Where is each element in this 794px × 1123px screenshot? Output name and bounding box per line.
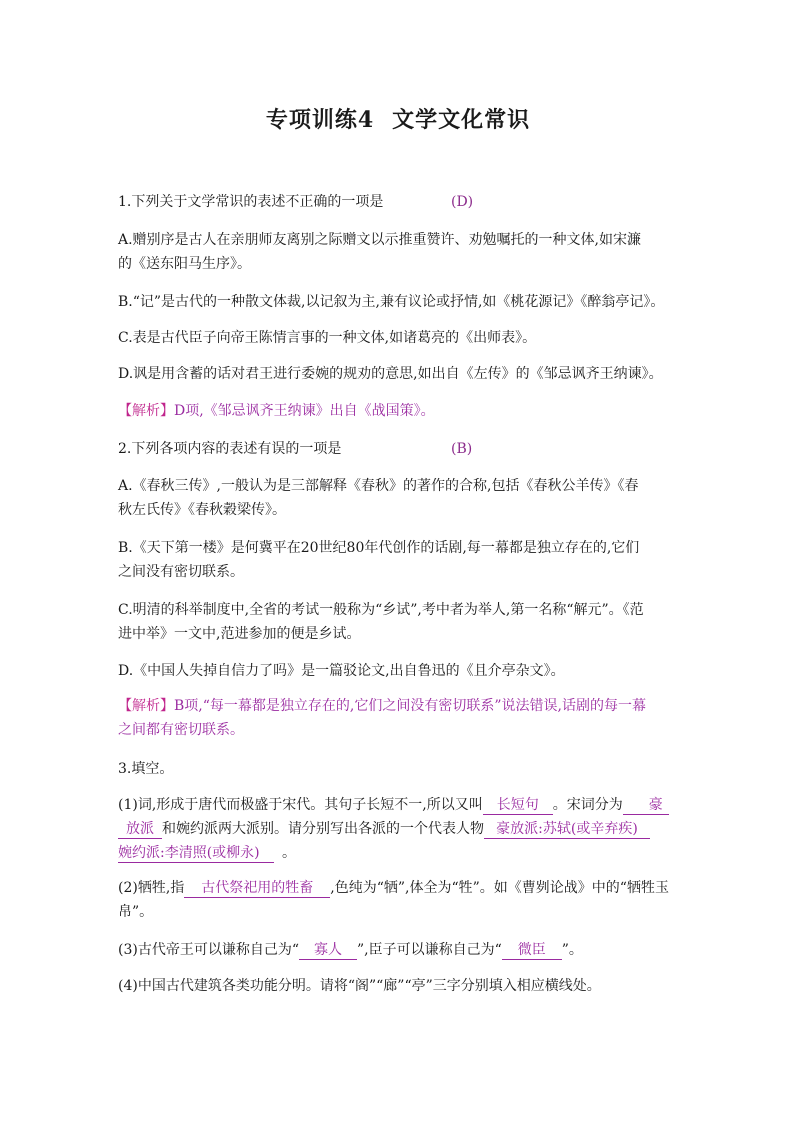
blank-answer: 寡人 xyxy=(299,941,357,960)
q1-stem: 1.下列关于文学常识的表述不正确的一项是 (D) xyxy=(118,190,678,214)
q3-sub1: (1)词,形成于唐代而极盛于宋代。其句子长短不一,所以又叫 长短句 。宋词分为 豪 放派 和婉约派两大派别。请分别写出各派的一个代表人物 豪放派:苏轼(或辛弃疾) 婉约派:李清照(或柳永) 。 xyxy=(118,793,678,865)
q2-option-d: D.《中国人失掉自信力了吗》是一篇驳论文,出自鲁迅的《且介亭杂文》。 xyxy=(118,663,565,679)
q1-option-d: D.讽是用含蓄的话对君王进行委婉的规劝的意思,如出自《左传》的《邹忌讽齐王纳谏》。 xyxy=(118,366,663,382)
q1-option-c: C.表是古代臣子向帝王陈情言事的一种文体,如诸葛亮的《出师表》。 xyxy=(118,330,537,346)
blank-answer: 豪放派:苏轼(或辛弃疾) xyxy=(484,820,650,839)
q1-explanation: 【解析】D项,《邹忌讽齐王纳谏》出自《战国策》。 xyxy=(118,403,435,419)
title-part2: 文学文化常识 xyxy=(392,107,531,133)
page-title xyxy=(118,103,678,134)
blank-answer: 古代祭祀用的牲畜 xyxy=(184,879,330,898)
q3-sub2: (2)牺牲,指 古代祭祀用的牲畜 ,色纯为“牺”,体全为“牲”。如《曹刿论战》中的“牺牲玉 帛”。 xyxy=(118,880,669,920)
q2-explanation: 【解析】B项,“每一幕都是独立存在的,它们之间没有密切联系”说法错误,话剧的每一幕 之间都有密切联系。 xyxy=(118,698,646,738)
q2-stem: 2.下列各项内容的表述有误的一项是 (B) xyxy=(118,437,678,461)
blank-answer: 长短句 xyxy=(483,796,553,815)
q3-sub4: (4)中国古代建筑各类功能分明。请将“阁”“廊”“亭”三字分别填入相应横线处。 xyxy=(118,978,601,994)
q1-option-b: B.“记”是古代的一种散文体裁,以记叙为主,兼有议论或抒情,如《桃花源记》《醉翁亭记》。 xyxy=(118,294,665,310)
q1-answer: (D) xyxy=(451,194,474,210)
title-part1: 专项训练4 xyxy=(265,107,375,133)
q2-option-b: B.《天下第一楼》是何冀平在20世纪80年代创作的话剧,每一幕都是独立存在的,它们 之间没有密切联系。 xyxy=(118,540,640,580)
q1-option-a: A.赠别序是古人在亲朋师友离别之际赠文以示推重赞许、劝勉嘱托的一种文体,如宋濂 的《送东阳马生序》。 xyxy=(118,232,642,272)
blank-answer: 放派 xyxy=(118,820,162,839)
blank-answer: 婉约派:李清照(或柳永) xyxy=(118,844,274,863)
q2-option-a: A.《春秋三传》,一般认为是三部解释《春秋》的著作的合称,包括《春秋公羊传》《春 秋左氏传》《春秋穀梁传》。 xyxy=(118,478,639,518)
q2-answer: (B) xyxy=(451,441,473,457)
q3-stem: 3.填空。 xyxy=(118,761,174,777)
q2-option-c: C.明清的科举制度中,全省的考试一般称为“乡试”,考中者为举人,第一名称“解元”。《范 进中举》一文中,范进参加的便是乡试。 xyxy=(118,602,644,642)
blank-answer: 微臣 xyxy=(502,941,562,960)
explanation-tag: 【解析】 xyxy=(118,403,174,419)
explanation-tag: 【解析】 xyxy=(118,698,174,714)
q3-sub3: (3)古代帝王可以谦称自己为“ 寡人 ”,臣子可以谦称自己为“ 微臣 ”。 xyxy=(118,942,583,958)
blank-answer: 豪 xyxy=(623,796,669,815)
